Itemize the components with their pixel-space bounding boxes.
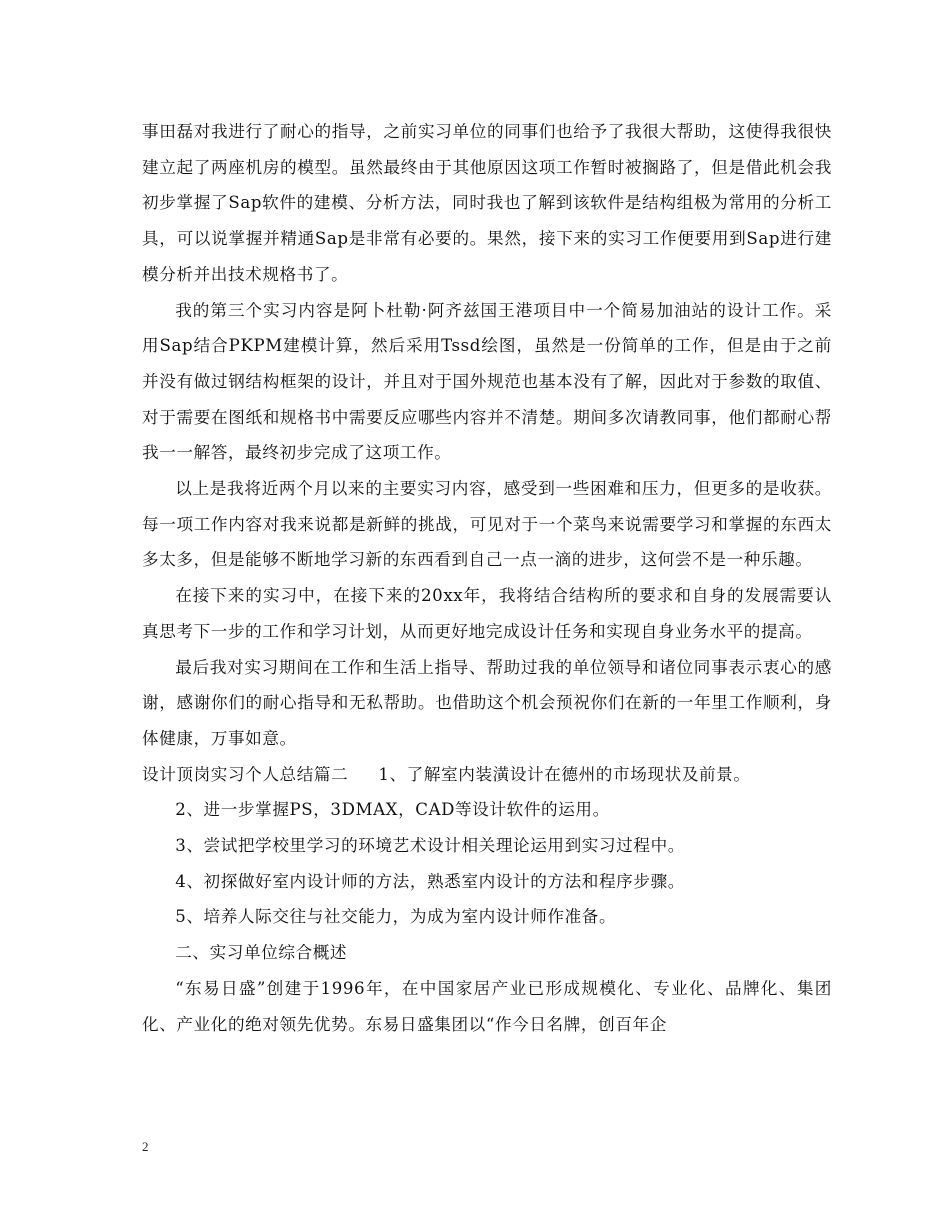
section-title: 设计顶岗实习个人总结篇二 [142, 764, 349, 784]
paragraph-4: 在接下来的实习中，在接下来的20xx年，我将结合结构所的要求和自身的发展需要认真思考下一步的工作和学习计划，从而更好地完成设计任务和实现自身业务水平的提高。 [142, 586, 832, 641]
list-item-5: 5、培养人际交往与社交能力，为成为室内设计师作准备。 [175, 907, 617, 927]
list-item-3: 3、尝试把学校里学习的环境艺术设计相关理论运用到实习过程中。 [175, 836, 685, 856]
list-item-4: 4、初探做好室内设计师的方法，熟悉室内设计的方法和程序步骤。 [175, 871, 685, 891]
paragraph-3: 以上是我将近两个月以来的主要实习内容，感受到一些困难和压力，但更多的是收获。每一项工作内容对我来说都是新鲜的挑战，可见对于一个菜鸟来说需要学习和掌握的东西太多太多，但是能够不断地学习新的东西看到自己一点一滴的进步，这何尝不是一种乐趣。 [142, 479, 832, 570]
section-heading-line [142, 757, 832, 793]
document-body [142, 114, 832, 1042]
paragraph-6: “东易日盛”创建于1996年，在中国家居产业已形成规模化、专业化、品牌化、集团化、产业化的绝对领先优势。东易日盛集团以“作今日名牌，创百年企 [142, 978, 832, 1034]
subheading: 二、实习单位综合概述 [175, 943, 348, 963]
page-number: 2 [142, 1139, 149, 1154]
paragraph-2: 我的第三个实习内容是阿卜杜勒·阿齐兹国王港项目中一个简易加油站的设计工作。采用Sap结合PKPM建模计算，然后采用Tssd绘图，虽然是一份简单的工作，但是由于之前并没有做过钢结构框架的设计，并且对于国外规范也基本没有了解，因此对于参数的取值、对于需要在图纸和规格书中需要反应哪些内容并不清楚。期间多次请教同事，他们都耐心帮我一一解答，最终初步完成了这项工作。 [142, 300, 832, 463]
paragraph-1: 事田磊对我进行了耐心的指导，之前实习单位的同事们也给予了我很大帮助，这使得我很快建立起了两座机房的模型。虽然最终由于其他原因这项工作暂时被搁路了，但是借此机会我初步掌握了Sap软件的建模、分析方法，同时我也了解到该软件是结构组极为常用的分析工具，可以说掌握并精通Sap是非常有必要的。果然，接下来的实习工作便要用到Sap进行建模分析并出技术规格书了。 [142, 122, 832, 284]
paragraph-5: 最后我对实习期间在工作和生活上指导、帮助过我的单位领导和诸位同事表示衷心的感谢，感谢你们的耐心指导和无私帮助。也借助这个机会预祝你们在新的一年里工作顺利，身体健康，万事如意。 [142, 657, 832, 748]
list-item-2: 2、进一步掌握PS，3DMAX，CAD等设计软件的运用。 [175, 800, 610, 820]
list-item-1: 1、了解室内装潢设计在德州的市场现状及前景。 [378, 764, 751, 784]
